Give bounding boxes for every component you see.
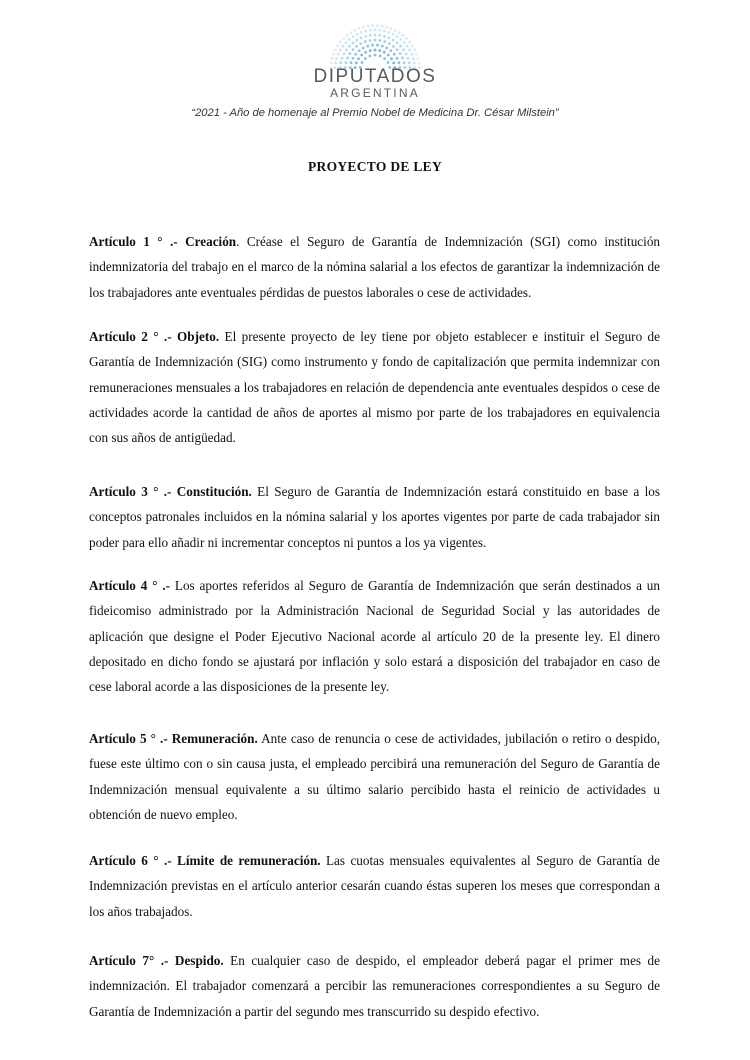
article-heading: Remuneración. [167, 731, 258, 746]
article-1 [89, 229, 660, 305]
article-label: Artículo 7° .- [89, 953, 169, 968]
article-2 [89, 324, 660, 450]
article-body: Ante caso de renuncia o cese de actividades, jubilación o retiro o despido, fuese este último con o sin causa justa, el empleado percibirá una remuneración del Seguro de Garantía de Indemnización mensual equivalente a su último salario percibido hasta el reinicio de actividades u obtención de nuevo empleo. [89, 731, 660, 822]
article-6 [89, 848, 660, 924]
article-label: Artículo 5 ° .- [89, 731, 168, 746]
article-4 [89, 573, 660, 699]
article-heading: Creación [177, 234, 237, 249]
article-heading: Constitución. [171, 484, 252, 499]
article-body: El presente proyecto de ley tiene por objeto establecer e instituir el Seguro de Garantía de Indemnización (SIG) como instrumento y fondo de capitalización que permita indemnizar con remuneraciones mensuales a los trabajadores en relación de dependencia ante eventuales despidos o cese de actividades acorde la cantidad de años de aportes al mismo por parte de los trabajadores en equivalencia con sus años de antigüedad. [89, 329, 660, 446]
year-motto: “2021 - Año de homenaje al Premio Nobel de Medicina Dr. César Milstein” [191, 107, 559, 119]
article-heading: Despido. [168, 953, 224, 968]
org-name: DIPUTADOS [313, 66, 437, 87]
article-body: El Seguro de Garantía de Indemnización estará constituido en base a los conceptos patronales incluidos en la nómina salarial y los aportes vigentes por parte de cada trabajador sin poder para ello añadir ni incrementar conceptos ni puntos a los ya vigentes. [89, 484, 660, 550]
article-5 [89, 726, 660, 827]
letterhead [0, 0, 750, 130]
article-3 [89, 479, 660, 555]
article-label: Artículo 2 ° .- [89, 329, 172, 344]
article-body: Las cuotas mensuales equivalentes al Seguro de Garantía de Indemnización previstas en el artículo anterior cesarán cuando éstas superen los meses que correspondan a los años trabajados. [89, 853, 660, 919]
article-body: Los aportes referidos al Seguro de Garantía de Indemnización que serán destinados a un fideicomiso administrado por la Administración Nacional de Seguridad Social y las autoridades de aplicación que designe el Poder Ejecutivo Nacional acorde al artículo 20 de la presente ley. El dinero depositado en dicho fondo se ajustará por inflación y solo estará a disposición del trabajador en caso de cese laboral acorde a las disposiciones de la presente ley. [89, 578, 660, 695]
article-label: Artículo 3 ° .- [89, 484, 172, 499]
article-heading: Límite de remuneración. [171, 853, 321, 868]
article-heading: Objeto. [171, 329, 220, 344]
chamber-logo-icon [316, 24, 434, 70]
article-label: Artículo 4 ° .- [89, 578, 171, 593]
document-title: PROYECTO DE LEY [307, 159, 443, 174]
org-country: ARGENTINA [330, 86, 420, 100]
article-body: . Créase el Seguro de Garantía de Indemnización (SGI) como institución indemnizatoria del trabajo en el marco de la nómina salarial a los efectos de garantizar la indemnización de los trabajadores ante eventuales pérdidas de puestos laborales o cese de actividades. [89, 234, 661, 300]
article-label: Artículo 6 ° .- [89, 853, 172, 868]
article-body: En cualquier caso de despido, el empleador deberá pagar el primer mes de indemnización. El trabajador comenzará a percibir las remuneraciones correspondientes a su Seguro de Garantía de Indemnización a partir del segundo mes transcurrido su despido efectivo. [89, 953, 660, 1019]
article-7 [89, 948, 660, 1024]
article-label: Artículo 1 ° .- [89, 234, 178, 249]
